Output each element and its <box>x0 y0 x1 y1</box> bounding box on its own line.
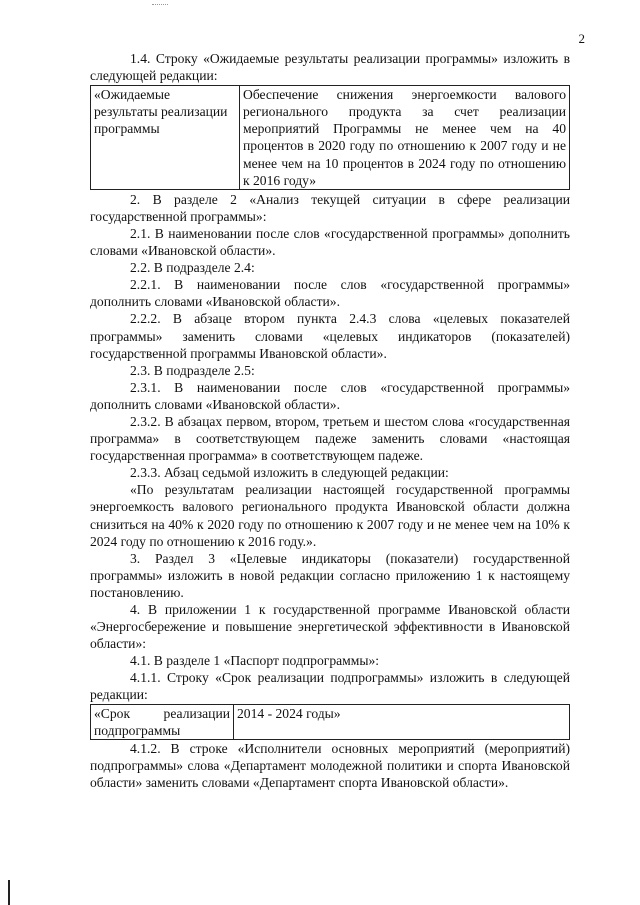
paragraph-quote: «По результатам реализации настоящей государственной программы энергоемкость валового регионального продукта Ивановской области должна снизиться на 40% к 2020 году по отношению к 2007 году и не менее чем на 10% к 2024 году по отношению к 2016 году.». <box>90 482 570 549</box>
paragraph-2-2-2: 2.2.2. В абзаце втором пункта 2.4.3 слова «целевых показателей программы» заменить словами «целевых индикаторов (показателей) государственной программы Ивановской области». <box>90 311 570 361</box>
paragraph-4-1: 4.1. В разделе 1 «Паспорт подпрограммы»: <box>130 653 380 669</box>
table-expected-results <box>90 85 570 190</box>
table-cell-value: Обеспечение снижения энергоемкости валового регионального продукта за счет реализации мероприятий Программы не менее чем на 40 процентов в 2020 году по отношению к 2007 году и не менее чем на 10 процентов в 2024 году по отношению к 2016 году» <box>240 86 570 190</box>
table-cell-value: 2014 - 2024 годы» <box>234 704 570 739</box>
paragraph-2-3-1: 2.3.1. В наименовании после слов «государственной программы» дополнить словами «Ивановской области». <box>90 379 570 412</box>
paragraph-4-1-2: 4.1.2. В строке «Исполнители основных мероприятий (мероприятий) подпрограммы» слова «Департамент молодежной политики и спорта Ивановской области» заменить словами «Департамент спорта Ивановской области». <box>90 740 570 790</box>
table-cell-label-line1: «Срок реализации <box>94 705 230 721</box>
paragraph-2: 2. В разделе 2 «Анализ текущей ситуации в сфере реализации государственной программы»: <box>90 191 570 224</box>
table-term <box>90 704 570 740</box>
paragraph-2-3: 2.3. В подразделе 2.5: <box>130 362 255 378</box>
margin-line <box>8 880 10 905</box>
paragraph-1-4: 1.4. Строку «Ожидаемые результаты реализации программы» изложить в следующей редакции: <box>90 51 570 84</box>
paragraph-2-3-3: 2.3.3. Абзац седьмой изложить в следующей редакции: <box>130 465 449 481</box>
table-cell-label <box>91 704 234 739</box>
page-number: 2 <box>578 31 585 46</box>
paragraph-2-2: 2.2. В подразделе 2.4: <box>130 260 255 276</box>
table-row <box>91 704 570 739</box>
paragraph-3: 3. Раздел 3 «Целевые индикаторы (показатели) государственной программы» изложить в новой редакции согласно приложению 1 к настоящему постановлению. <box>90 550 570 600</box>
paragraph-2-1: 2.1. В наименовании после слов «государственной программы» дополнить словами «Ивановской области». <box>90 225 570 259</box>
paragraph-2-3-2: 2.3.2. В абзацах первом, втором, третьем и шестом слова «государственная программа» в соответствующем падеже заменить словами «настоящая государственная программа» в соответствующем падеже. <box>90 413 570 464</box>
table-cell-label: «Ожидаемые результаты реализации программы <box>91 86 240 190</box>
document-body <box>90 50 570 791</box>
paragraph-4: 4. В приложении 1 к государственной программе Ивановской области «Энергосбережение и повышение энергетической эффективности в Ивановской области»: <box>90 602 570 652</box>
scan-mark <box>152 4 168 9</box>
table-cell-label-line2: подпрограммы <box>94 722 181 738</box>
paragraph-4-1-1: 4.1.1. Строку «Срок реализации подпрограммы» изложить в следующей редакции: <box>90 670 570 703</box>
paragraph-2-2-1: 2.2.1. В наименовании после слов «государственной программы» дополнить словами «Ивановской области». <box>90 277 570 310</box>
table-row <box>91 86 570 190</box>
